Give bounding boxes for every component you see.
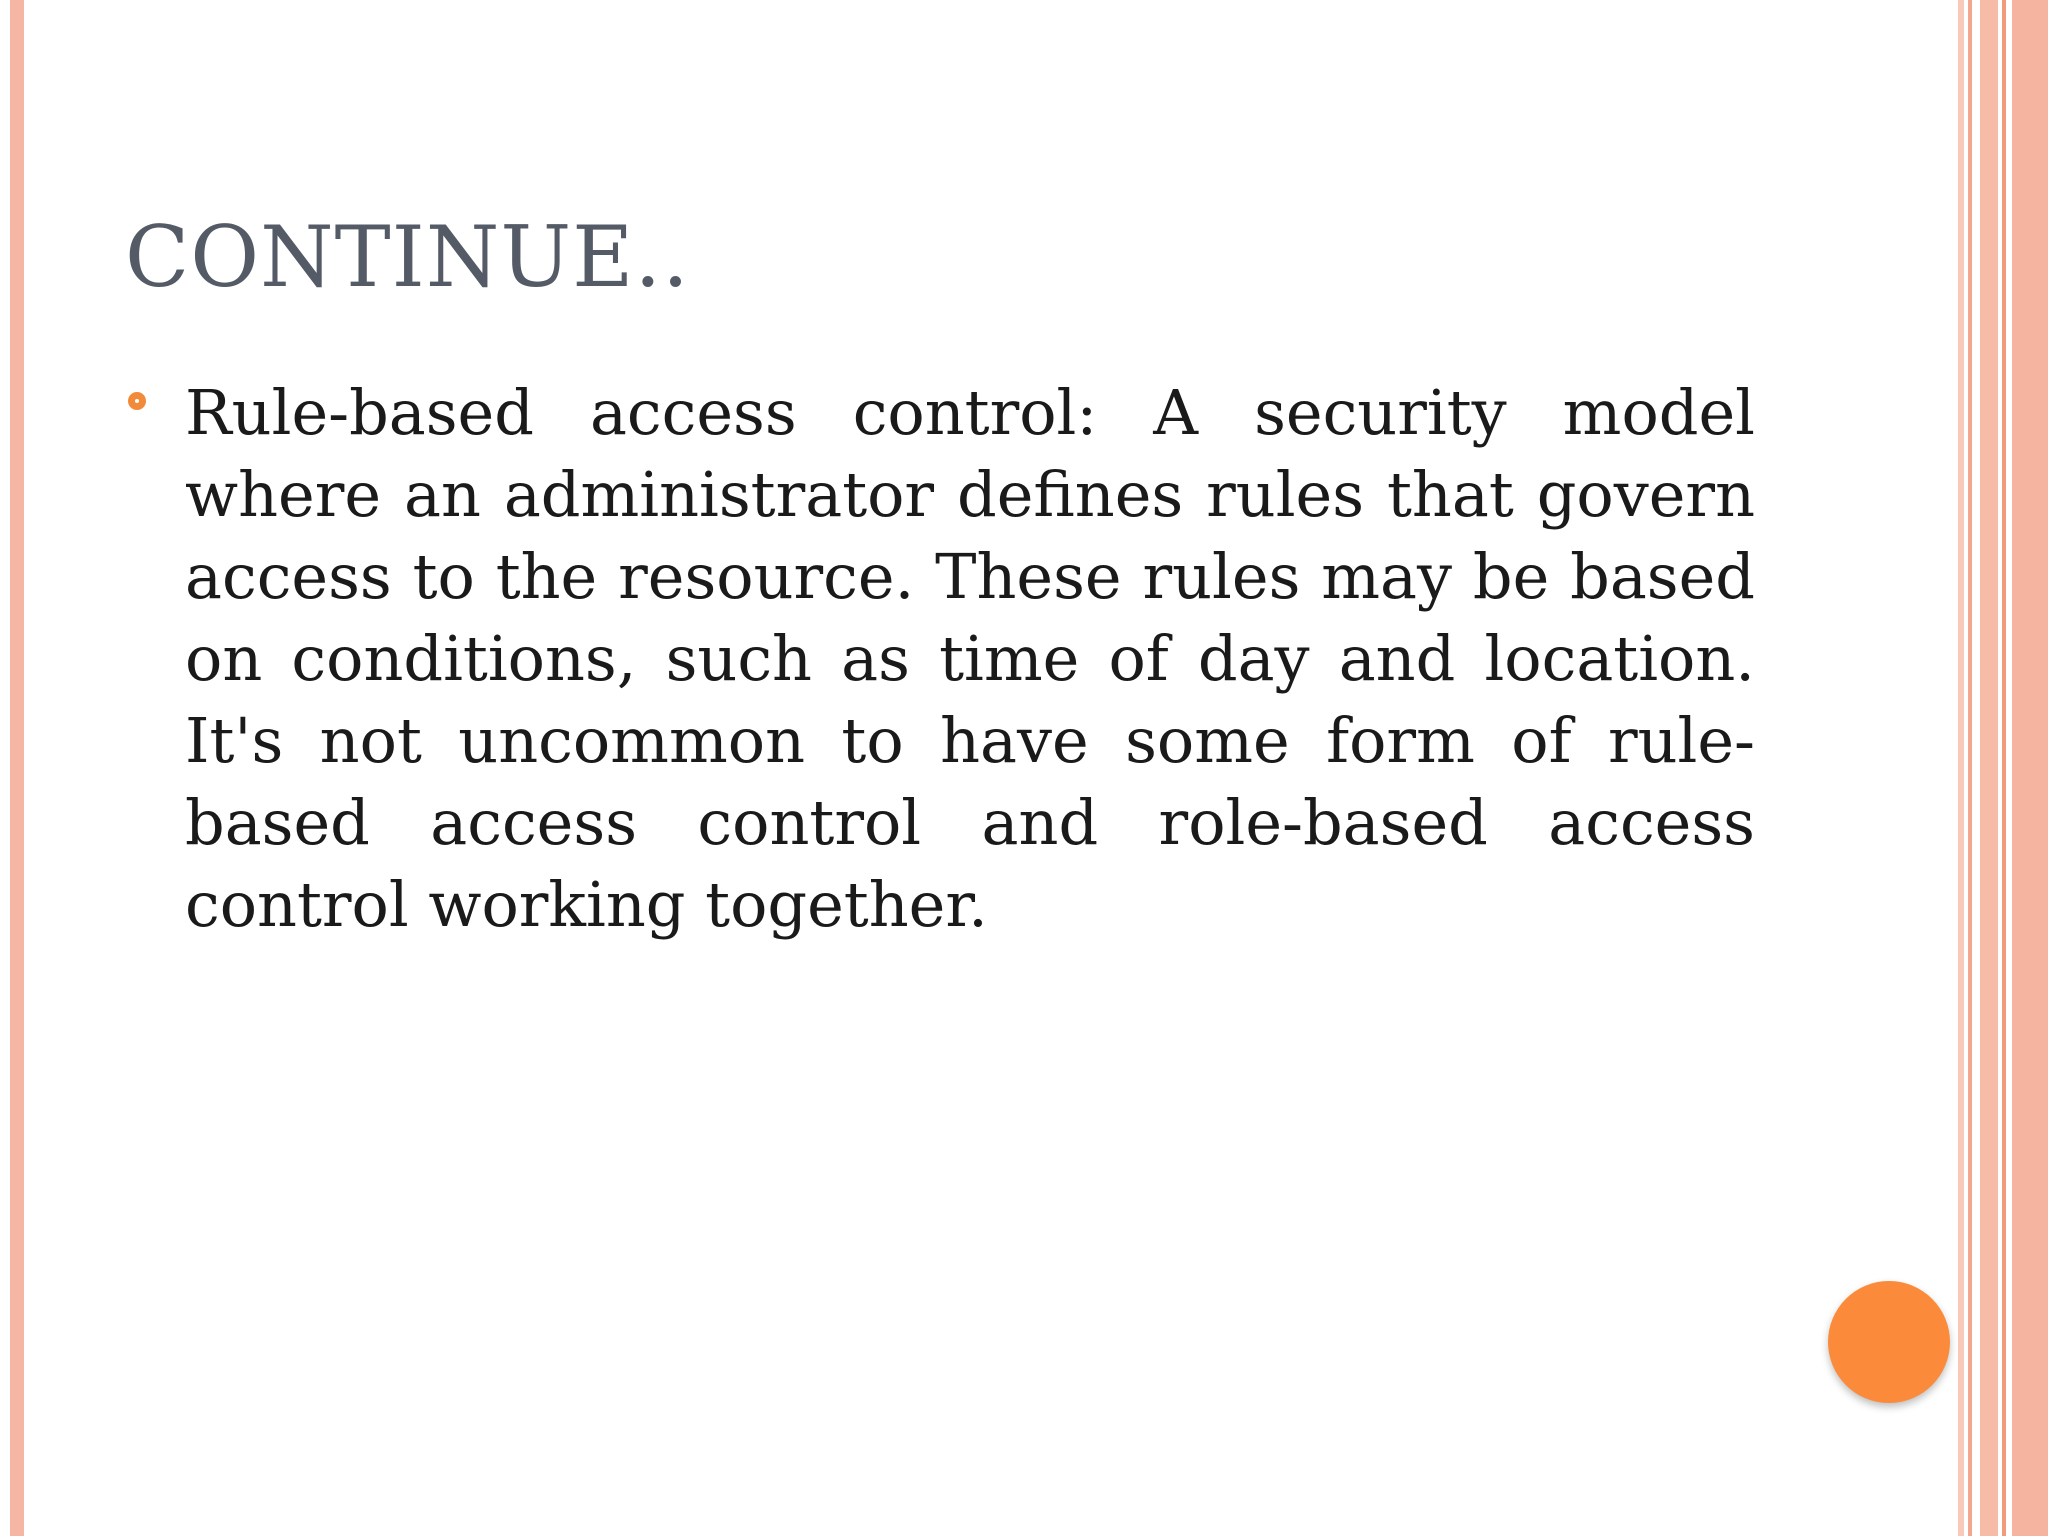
right-stripes-decoration <box>1958 0 2048 1536</box>
bullet-text: Rule-based access control: A security model where an administrator defines rules that govern access to the resource. These rules may be based on conditions, such as time of day and location. It's not uncommon to have some form of rule-based access control and role-based access control working together. <box>185 376 1755 941</box>
stripe <box>2012 0 2048 1536</box>
bullet-item <box>125 372 1755 946</box>
bullet-list <box>125 372 1755 946</box>
hollow-circle-bullet-icon <box>128 392 146 410</box>
stripe <box>1980 0 1998 1536</box>
stripe <box>1968 0 1972 1536</box>
slide-title: CONTINUE.. <box>125 208 690 306</box>
stripe <box>1958 0 1964 1536</box>
stripe <box>2002 0 2006 1536</box>
left-border-decoration <box>10 0 24 1536</box>
orange-circle-decoration <box>1828 1281 1950 1403</box>
